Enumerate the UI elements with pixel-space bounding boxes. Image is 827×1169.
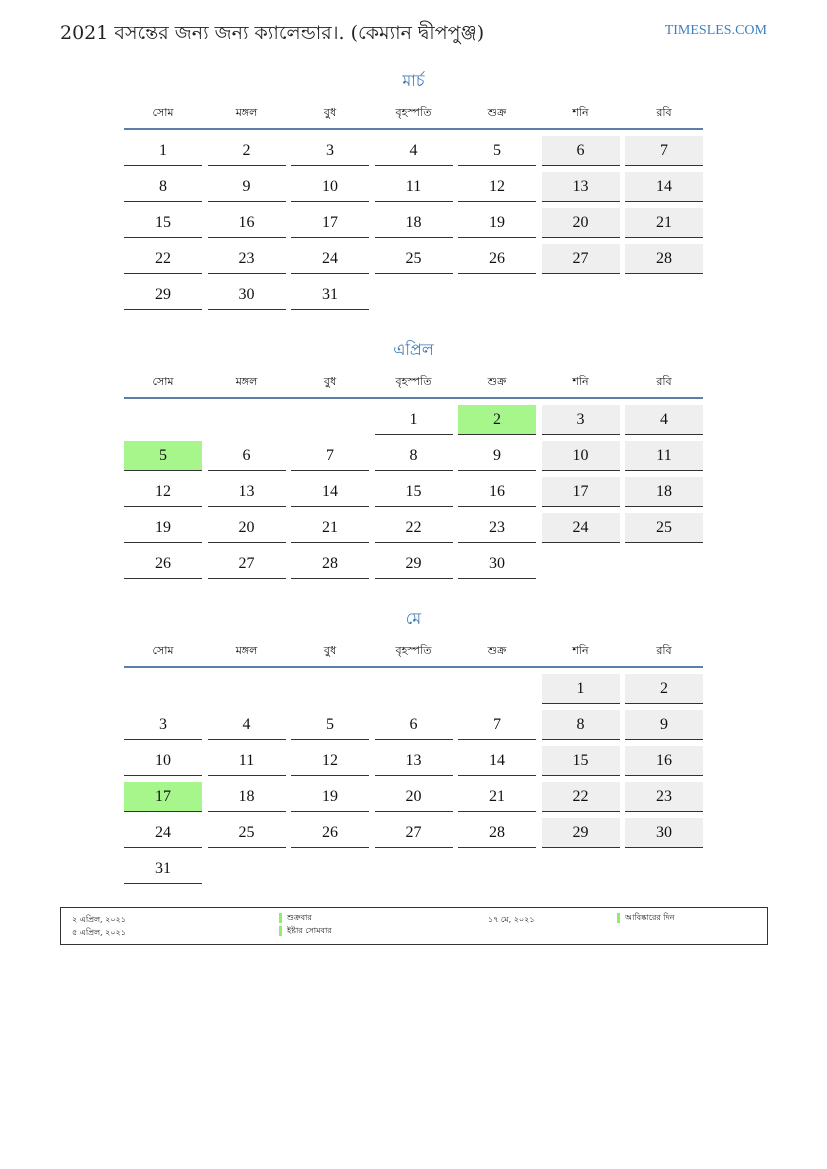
day-cell: 5 (291, 710, 369, 740)
empty-cell (208, 854, 286, 883)
day-cell: 9 (458, 441, 536, 471)
week-row (124, 674, 703, 704)
legend-name: ইষ্টার সোমবার (287, 926, 332, 935)
day-cell: 15 (375, 477, 453, 507)
site-link[interactable]: TIMESLES.COM (664, 23, 767, 38)
weekday-label: মঙ্গল (235, 106, 258, 119)
day-cell: 12 (458, 172, 536, 202)
empty-cell (124, 405, 202, 434)
empty-cell (291, 405, 369, 434)
weekday-label: রবি (656, 106, 672, 119)
week-row (124, 136, 703, 166)
legend-name: আবিষ্কারের দিন (625, 913, 675, 922)
empty-cell (124, 674, 202, 703)
empty-cell (542, 854, 620, 883)
day-cell: 23 (625, 782, 703, 812)
day-cell: 23 (208, 244, 286, 274)
day-cell: 21 (625, 208, 703, 238)
day-cell: 22 (124, 244, 202, 274)
legend-date: ২ এপ্রিল, ২০২১ (72, 915, 126, 924)
day-cell: 10 (542, 441, 620, 471)
week-row (124, 280, 703, 310)
day-cell: 2 (458, 405, 536, 435)
week-row (124, 818, 703, 848)
week-row (124, 477, 703, 507)
day-cell: 6 (375, 710, 453, 740)
day-cell: 24 (124, 818, 202, 848)
day-cell: 4 (625, 405, 703, 435)
day-cell: 8 (542, 710, 620, 740)
day-cell: 31 (124, 854, 202, 884)
day-cell: 23 (458, 513, 536, 543)
day-cell: 24 (542, 513, 620, 543)
day-cell: 28 (625, 244, 703, 274)
day-cell: 24 (291, 244, 369, 274)
day-cell: 30 (625, 818, 703, 848)
day-cell: 25 (625, 513, 703, 543)
weekday-header (124, 369, 703, 399)
empty-cell (625, 854, 703, 883)
day-cell: 10 (291, 172, 369, 202)
day-cell: 22 (375, 513, 453, 543)
day-cell: 20 (542, 208, 620, 238)
weekday-label: সোম (152, 644, 174, 657)
weekday-label: বুধ (323, 375, 337, 388)
legend-holiday (279, 912, 312, 925)
day-cell: 30 (208, 280, 286, 310)
day-cell: 29 (542, 818, 620, 848)
day-cell: 21 (458, 782, 536, 812)
day-cell: 8 (375, 441, 453, 471)
day-cell: 18 (625, 477, 703, 507)
day-cell: 13 (208, 477, 286, 507)
month-block (124, 68, 703, 310)
empty-cell (458, 674, 536, 703)
day-cell: 2 (208, 136, 286, 166)
legend-marker (617, 913, 620, 923)
week-row (124, 513, 703, 543)
empty-cell (208, 674, 286, 703)
day-cell: 7 (625, 136, 703, 166)
day-cell: 4 (208, 710, 286, 740)
day-cell: 26 (124, 549, 202, 579)
day-cell: 6 (542, 136, 620, 166)
day-cell: 16 (458, 477, 536, 507)
empty-cell (625, 280, 703, 309)
month-title: মার্চ (402, 71, 425, 90)
day-cell: 7 (458, 710, 536, 740)
day-cell: 9 (625, 710, 703, 740)
month-block (124, 606, 703, 884)
weekday-label: রবি (656, 644, 672, 657)
weekday-label: শুক্র (487, 106, 507, 119)
day-cell: 11 (375, 172, 453, 202)
day-cell: 27 (375, 818, 453, 848)
empty-cell (542, 549, 620, 578)
day-cell: 13 (542, 172, 620, 202)
day-cell: 19 (458, 208, 536, 238)
empty-cell (291, 674, 369, 703)
weekday-label: শনি (572, 106, 589, 119)
week-row (124, 746, 703, 776)
day-cell: 15 (542, 746, 620, 776)
weekday-label: বুধ (323, 644, 337, 657)
day-cell: 31 (291, 280, 369, 310)
day-cell: 12 (291, 746, 369, 776)
day-cell: 29 (375, 549, 453, 579)
day-cell: 4 (375, 136, 453, 166)
day-cell: 13 (375, 746, 453, 776)
day-cell: 14 (458, 746, 536, 776)
day-cell: 2 (625, 674, 703, 704)
day-cell: 17 (291, 208, 369, 238)
day-cell: 9 (208, 172, 286, 202)
week-row (124, 782, 703, 812)
weekday-label: বৃহস্পতি (395, 106, 432, 119)
week-row (124, 441, 703, 471)
day-cell: 8 (124, 172, 202, 202)
day-cell: 22 (542, 782, 620, 812)
weekday-label: সোম (152, 106, 174, 119)
weekday-label: মঙ্গল (235, 644, 258, 657)
empty-cell (375, 854, 453, 883)
day-cell: 27 (208, 549, 286, 579)
day-cell: 25 (208, 818, 286, 848)
month-title: মে (405, 609, 422, 628)
empty-cell (208, 405, 286, 434)
day-cell: 5 (124, 441, 202, 471)
day-cell: 19 (124, 513, 202, 543)
day-cell: 3 (291, 136, 369, 166)
day-cell: 27 (542, 244, 620, 274)
weekday-label: মঙ্গল (235, 375, 258, 388)
day-cell: 6 (208, 441, 286, 471)
day-cell: 11 (208, 746, 286, 776)
weekday-label: বৃহস্পতি (395, 375, 432, 388)
day-cell: 11 (625, 441, 703, 471)
empty-cell (375, 280, 453, 309)
day-cell: 16 (625, 746, 703, 776)
weekday-label: বুধ (323, 106, 337, 119)
day-cell: 29 (124, 280, 202, 310)
legend-marker (279, 913, 282, 923)
legend-date: ১৭ মে, ২০২১ (488, 915, 535, 924)
weekday-label: শুক্র (487, 375, 507, 388)
weekday-label: রবি (656, 375, 672, 388)
day-cell: 18 (375, 208, 453, 238)
holiday-legend (60, 907, 768, 945)
empty-cell (375, 674, 453, 703)
day-cell: 25 (375, 244, 453, 274)
day-cell: 17 (542, 477, 620, 507)
weekday-header (124, 638, 703, 668)
day-cell: 18 (208, 782, 286, 812)
day-cell: 28 (291, 549, 369, 579)
day-cell: 19 (291, 782, 369, 812)
day-cell: 10 (124, 746, 202, 776)
page-title: 2021 বসন্তের জন্য জন্য ক্যালেন্ডার।. (কেম্যান দ্বীপপুঞ্জ) (60, 22, 485, 44)
empty-cell (458, 854, 536, 883)
week-row (124, 549, 703, 579)
day-cell: 20 (375, 782, 453, 812)
week-row (124, 710, 703, 740)
legend-name: শুক্রবার (287, 913, 312, 922)
week-row (124, 172, 703, 202)
day-cell: 3 (124, 710, 202, 740)
weekday-label: সোম (152, 375, 174, 388)
empty-cell (625, 549, 703, 578)
day-cell: 12 (124, 477, 202, 507)
day-cell: 14 (625, 172, 703, 202)
month-block (124, 337, 703, 579)
weekday-label: বৃহস্পতি (395, 644, 432, 657)
day-cell: 17 (124, 782, 202, 812)
week-row (124, 405, 703, 435)
day-cell: 14 (291, 477, 369, 507)
day-cell: 20 (208, 513, 286, 543)
legend-marker (279, 926, 282, 936)
day-cell: 7 (291, 441, 369, 471)
weekday-label: শনি (572, 375, 589, 388)
week-row (124, 854, 703, 884)
day-cell: 28 (458, 818, 536, 848)
weekday-label: শনি (572, 644, 589, 657)
day-cell: 1 (375, 405, 453, 435)
day-cell: 26 (291, 818, 369, 848)
empty-cell (291, 854, 369, 883)
day-cell: 1 (124, 136, 202, 166)
day-cell: 21 (291, 513, 369, 543)
empty-cell (458, 280, 536, 309)
week-row (124, 244, 703, 274)
day-cell: 1 (542, 674, 620, 704)
weekday-label: শুক্র (487, 644, 507, 657)
day-cell: 5 (458, 136, 536, 166)
legend-holiday (279, 925, 332, 938)
empty-cell (542, 280, 620, 309)
day-cell: 26 (458, 244, 536, 274)
weekday-header (124, 100, 703, 130)
week-row (124, 208, 703, 238)
month-title: এপ্রিল (393, 340, 434, 359)
day-cell: 16 (208, 208, 286, 238)
day-cell: 30 (458, 549, 536, 579)
day-cell: 3 (542, 405, 620, 435)
day-cell: 15 (124, 208, 202, 238)
legend-holiday (617, 912, 675, 925)
legend-date: ৫ এপ্রিল, ২০২১ (72, 928, 126, 937)
